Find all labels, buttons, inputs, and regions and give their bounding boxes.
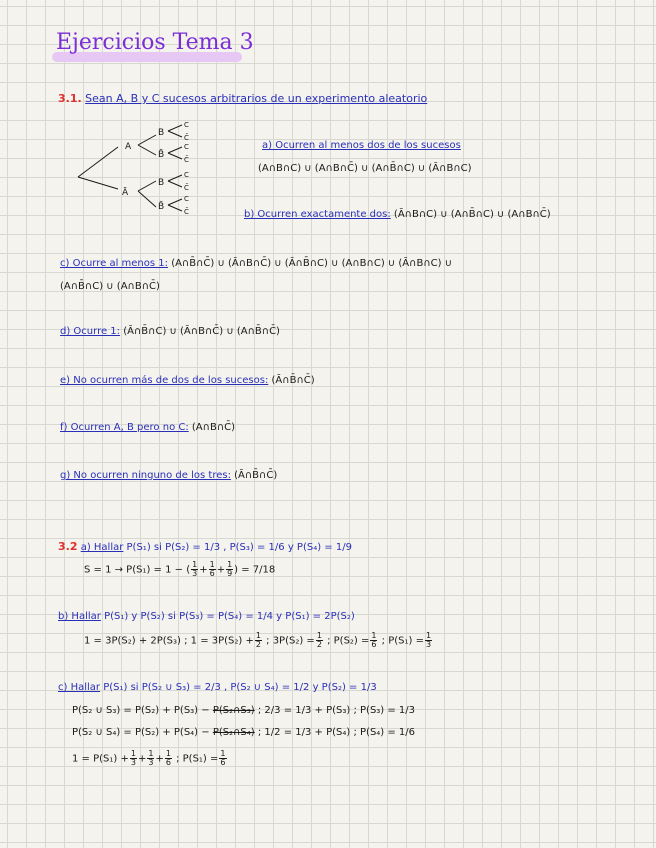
node-Bbar1: B̄ — [158, 150, 165, 160]
item-32a-work: S = 1 → P(S₁) = 1 − ( $\frac{1}{3}$ + $\frac{1}{6}$ + $\frac{1}{9}$ ) = 7/18 — [84, 560, 276, 578]
node-Cbar1: C̄ — [184, 134, 189, 142]
exercise-3-2-b — [58, 611, 355, 622]
exercise-3-2-c — [58, 682, 377, 693]
item-c-expression-1: (A∩B̄∩C̄) ∪ (Ā∩B∩C̄) ∪ (Ā∩B̄∩C) ∪ (A∩B∩C) ∪ (Ā∩B∩C) ∪ — [171, 258, 453, 269]
item-d-expression: (Ā∩B̄∩C) ∪ (Ā∩B∩C̄) ∪ (A∩B̄∩C̄) — [123, 326, 280, 337]
item-d — [60, 326, 280, 337]
node-Abar: Ā — [122, 188, 129, 198]
probability-tree — [70, 115, 200, 225]
exercise-statement: Sean A, B y C sucesos arbitrarios de un experimento aleatorio — [85, 92, 428, 105]
page-title: Ejercicios Tema 3 — [56, 30, 254, 55]
item-d-label: d) Ocurre 1: — [60, 326, 121, 337]
item-c-expression-2: (A∩B̄∩C) ∪ (A∩B∩C̄) — [60, 281, 160, 292]
item-e-label: e) No ocurren más de dos de los sucesos: — [60, 375, 269, 386]
item-g-expression: (Ā∩B̄∩C̄) — [234, 470, 278, 481]
item-a-expression: (A∩B∩C) ∪ (A∩B∩C̄) ∪ (A∩B̄∩C) ∪ (Ā∩B∩C) — [258, 163, 472, 174]
node-C2: C — [184, 143, 189, 151]
item-a-label: a) Ocurren al menos dos de los sucesos — [262, 140, 461, 151]
item-32b-label: b) Hallar — [58, 611, 101, 622]
item-e — [60, 375, 315, 386]
item-32c-line-2: P(S₂ ∪ S₄) = P(S₂) + P(S₄) − P(S₂∩S₄) ; 1/2 = 1/3 + P(S₄) ; P(S₄) = 1/6 — [72, 727, 416, 738]
node-B2: B — [158, 178, 165, 188]
item-32a-label: a) Hallar — [80, 542, 124, 553]
item-32c-line-1: P(S₂ ∪ S₃) = P(S₂) + P(S₃) − P(S₂∩S₃) ; 2/3 = 1/3 + P(S₃) ; P(S₃) = 1/3 — [72, 705, 416, 716]
item-32a-statement: P(S₁) si P(S₂) = 1/3 , P(S₃) = 1/6 y P(S₄) = 1/9 — [126, 542, 352, 553]
node-A: A — [125, 142, 132, 152]
item-32c-statement: P(S₁) si P(S₂ ∪ S₃) = 2/3 , P(S₂ ∪ S₄) = 1/2 y P(S₂) = 1/3 — [103, 682, 377, 693]
item-f-label: f) Ocurren A, B pero no C: — [60, 422, 189, 433]
item-32c-line-3: 1 = P(S₁) + $\frac{1}{3}$ + $\frac{1}{3}$ + $\frac{1}{6}$ ; P(S₁) = $\frac{1}{6}$ — [72, 749, 226, 767]
item-32c-label: c) Hallar — [58, 682, 101, 693]
item-32b-work: 1 = 3P(S₂) + 2P(S₃) ; 1 = 3P(S₂) + $\frac{1}{2}$ ; 3P(S₂) = $\frac{1}{2}$ ; P(S₂) = $\frac{1}{6}$ ; P(S₁) = $\frac{1}{3}$ — [84, 631, 432, 649]
node-B1: B — [158, 128, 165, 138]
fraction-1-6: $\frac{1}{6}$ — [209, 560, 215, 578]
fraction-1-3: $\frac{1}{3}$ — [192, 560, 198, 578]
item-f — [60, 422, 235, 433]
item-c-label: c) Ocurre al menos 1: — [60, 258, 168, 269]
node-Cbar2: C̄ — [184, 156, 189, 164]
struck-term-2: P(S₂∩S₄) — [212, 727, 255, 738]
item-g-label: g) No ocurren ninguno de los tres: — [60, 470, 231, 481]
item-g — [60, 470, 277, 481]
item-c — [60, 258, 452, 269]
node-C3: C — [184, 171, 189, 179]
exercise-number-2: 3.2 — [58, 540, 78, 553]
node-Bbar2: B̄ — [158, 202, 165, 212]
node-C4: C — [184, 195, 189, 203]
item-32b-statement: P(S₁) y P(S₂) si P(S₃) = P(S₄) = 1/4 y P(S₁) = 2P(S₂) — [104, 611, 355, 622]
item-e-expression: (Ā∩B̄∩C̄) — [271, 375, 315, 386]
node-Cbar4: C̄ — [184, 208, 189, 216]
exercise-3-1-header — [58, 92, 427, 105]
item-f-expression: (A∩B∩C̄) — [191, 422, 236, 433]
item-b-label: b) Ocurren exactamente dos: — [244, 209, 391, 220]
exercise-number: 3.1. — [58, 92, 82, 105]
exercise-3-2-a — [58, 540, 352, 553]
node-Cbar3: C̄ — [184, 184, 189, 192]
item-32a-line: S = 1 → P(S₁) = 1 − ( — [84, 564, 191, 576]
node-C1: C — [184, 121, 189, 129]
fraction-1-9: $\frac{1}{9}$ — [227, 560, 233, 578]
item-32a-result: ) = 7/18 — [234, 564, 276, 576]
struck-term-1: P(S₂∩S₃) — [212, 705, 255, 716]
item-b — [244, 209, 551, 220]
item-b-expression: (Ā∩B∩C) ∪ (A∩B̄∩C) ∪ (A∩B∩C̄) — [393, 209, 551, 220]
